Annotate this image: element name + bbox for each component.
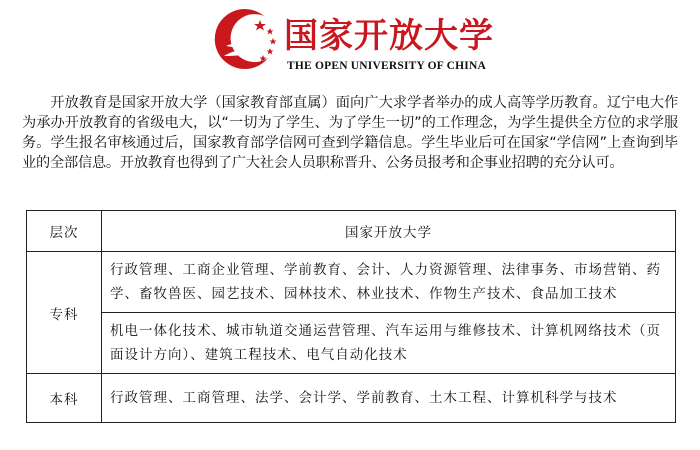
header-level: 层次 (27, 211, 102, 252)
university-name-en: THE OPEN UNIVERSITY OF CHINA (287, 60, 486, 72)
table-header-row (27, 211, 676, 252)
table-row (27, 313, 676, 374)
level-cell-junior-college: 专科 (27, 252, 102, 374)
majors-cell: 行政管理、工商企业管理、学前教育、会计、人力资源管理、法律事务、市场营销、药学、畜牧兽医、园艺技术、园林技术、林业技术、作物生产技术、食品加工技术 (102, 252, 676, 313)
open-university-emblem-icon (206, 6, 286, 70)
intro-paragraph: 开放教育是国家开放大学（国家教育部直属）面向广大求学者举办的成人高等学历教育。辽宁电大作为承办开放教育的省级电大，以“一切为了学生、为了学生一切”的工作理念，为学生提供全方位的求学服务。学生报名审核通过后，国家教育部学信网可查到学籍信息。学生毕业后可在国家“学信网”上查询到毕业的全部信息。开放教育也得到了广大社会人员职称晋升、公务员报考和企事业招聘的充分认可。 (22, 95, 678, 171)
majors-table (26, 210, 676, 423)
majors-cell: 行政管理、工商管理、法学、会计学、学前教育、土木工程、计算机科学与技术 (102, 374, 676, 423)
table-row (27, 374, 676, 423)
header-university: 国家开放大学 (102, 211, 676, 252)
level-cell-undergraduate: 本科 (27, 374, 102, 423)
table-row (27, 252, 676, 313)
majors-cell: 机电一体化技术、城市轨道交通运营管理、汽车运用与维修技术、计算机网络技术（页面设计方向）、建筑工程技术、电气自动化技术 (102, 313, 676, 374)
header (0, 0, 700, 82)
university-name-cn: 国家开放大学 (284, 16, 494, 56)
